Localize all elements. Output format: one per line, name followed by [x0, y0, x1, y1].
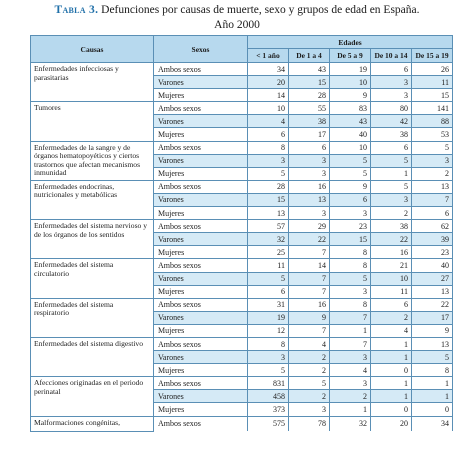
value-cell: 4: [248, 115, 289, 128]
value-cell: 5: [289, 377, 330, 390]
value-cell: 15: [289, 76, 330, 89]
value-cell: 6: [371, 63, 412, 76]
value-cell: 8: [330, 298, 371, 311]
value-cell: 7: [289, 324, 330, 337]
value-cell: 16: [289, 180, 330, 193]
value-cell: 13: [412, 180, 453, 193]
value-cell: 5: [412, 351, 453, 364]
value-cell: 15: [330, 233, 371, 246]
value-cell: 3: [330, 377, 371, 390]
sex-cell: Ambos sexos: [154, 259, 248, 272]
table-header: [31, 36, 453, 63]
value-cell: 7: [330, 337, 371, 350]
value-cell: 3: [248, 351, 289, 364]
value-cell: 40: [330, 128, 371, 141]
value-cell: 11: [248, 259, 289, 272]
value-cell: 7: [289, 246, 330, 259]
value-cell: 831: [248, 377, 289, 390]
value-cell: 29: [289, 220, 330, 233]
value-cell: 1: [371, 377, 412, 390]
header-age-group: De 10 a 14: [371, 49, 412, 63]
value-cell: 9: [412, 324, 453, 337]
value-cell: 7: [289, 272, 330, 285]
sex-cell: Varones: [154, 311, 248, 324]
header-age-group: < 1 año: [248, 49, 289, 63]
value-cell: 8: [330, 259, 371, 272]
value-cell: 6: [371, 141, 412, 154]
value-cell: 43: [289, 63, 330, 76]
value-cell: 7: [289, 285, 330, 298]
sex-cell: Ambos sexos: [154, 141, 248, 154]
cause-cell: Enfermedades infecciosas y parasitarias: [31, 63, 154, 102]
value-cell: 5: [412, 141, 453, 154]
cause-cell: Enfermedades de la sangre y de órganos hematopoyéticos y ciertos trastornos que afectan mecanismos inmunidad: [31, 141, 154, 180]
value-cell: 3: [412, 154, 453, 167]
value-cell: 5: [330, 167, 371, 180]
value-cell: 4: [371, 324, 412, 337]
value-cell: 23: [412, 246, 453, 259]
value-cell: 9: [330, 89, 371, 102]
value-cell: 2: [412, 167, 453, 180]
value-cell: 19: [330, 63, 371, 76]
value-cell: 27: [412, 272, 453, 285]
value-cell: 0: [371, 403, 412, 416]
value-cell: 1: [330, 324, 371, 337]
value-cell: 57: [248, 220, 289, 233]
value-cell: 3: [289, 403, 330, 416]
value-cell: 13: [248, 207, 289, 220]
value-cell: 22: [412, 298, 453, 311]
value-cell: 2: [289, 390, 330, 403]
value-cell: 10: [330, 141, 371, 154]
value-cell: 3: [289, 207, 330, 220]
value-cell: 3: [289, 167, 330, 180]
header-age-group: De 5 a 9: [330, 49, 371, 63]
cause-cell: Enfermedades del sistema circulatorio: [31, 259, 154, 298]
value-cell: 23: [330, 220, 371, 233]
header-age-group: De 15 a 19: [412, 49, 453, 63]
value-cell: 10: [248, 102, 289, 115]
value-cell: 3: [371, 89, 412, 102]
value-cell: 88: [412, 115, 453, 128]
value-cell: 5: [371, 154, 412, 167]
value-cell: 6: [248, 128, 289, 141]
value-cell: 575: [248, 416, 289, 431]
table-title: Defunciones por causas de muerte, sexo y grupos de edad en España.: [101, 4, 420, 16]
sex-cell: Ambos sexos: [154, 416, 248, 431]
sex-cell: Ambos sexos: [154, 180, 248, 193]
value-cell: 25: [248, 246, 289, 259]
value-cell: 28: [289, 89, 330, 102]
header-age-group: De 1 a 4: [289, 49, 330, 63]
sex-cell: Ambos sexos: [154, 220, 248, 233]
value-cell: 13: [289, 193, 330, 206]
value-cell: 141: [412, 102, 453, 115]
sex-cell: Mujeres: [154, 285, 248, 298]
value-cell: 38: [371, 128, 412, 141]
value-cell: 3: [371, 193, 412, 206]
value-cell: 3: [248, 154, 289, 167]
table-row: [31, 377, 453, 390]
value-cell: 7: [412, 193, 453, 206]
value-cell: 5: [330, 154, 371, 167]
sex-cell: Ambos sexos: [154, 377, 248, 390]
value-cell: 1: [412, 377, 453, 390]
sex-cell: Ambos sexos: [154, 337, 248, 350]
sex-cell: Mujeres: [154, 167, 248, 180]
table-row: [31, 63, 453, 76]
value-cell: 22: [289, 233, 330, 246]
sex-cell: Varones: [154, 115, 248, 128]
value-cell: 42: [371, 115, 412, 128]
value-cell: 3: [330, 207, 371, 220]
value-cell: 32: [330, 416, 371, 431]
table-row: [31, 298, 453, 311]
value-cell: 1: [371, 351, 412, 364]
sex-cell: Varones: [154, 76, 248, 89]
value-cell: 13: [412, 337, 453, 350]
sex-cell: Mujeres: [154, 128, 248, 141]
value-cell: 28: [248, 180, 289, 193]
table-row: [31, 180, 453, 193]
value-cell: 2: [371, 311, 412, 324]
value-cell: 2: [289, 364, 330, 377]
value-cell: 0: [412, 403, 453, 416]
value-cell: 78: [289, 416, 330, 431]
value-cell: 80: [371, 102, 412, 115]
sex-cell: Ambos sexos: [154, 298, 248, 311]
value-cell: 39: [412, 233, 453, 246]
value-cell: 40: [412, 259, 453, 272]
value-cell: 83: [330, 102, 371, 115]
value-cell: 26: [412, 63, 453, 76]
value-cell: 1: [330, 403, 371, 416]
value-cell: 11: [412, 76, 453, 89]
cause-cell: Enfermedades del sistema respiratorio: [31, 298, 154, 337]
value-cell: 9: [330, 180, 371, 193]
value-cell: 34: [412, 416, 453, 431]
sex-cell: Mujeres: [154, 364, 248, 377]
value-cell: 43: [330, 115, 371, 128]
table-row: [31, 259, 453, 272]
mortality-table: [30, 35, 453, 432]
value-cell: 12: [248, 324, 289, 337]
value-cell: 38: [289, 115, 330, 128]
cause-cell: Malformaciones congénitas,: [31, 416, 154, 431]
value-cell: 3: [330, 285, 371, 298]
sex-cell: Mujeres: [154, 89, 248, 102]
value-cell: 31: [248, 298, 289, 311]
header-sexos: Sexos: [154, 36, 248, 63]
value-cell: 3: [289, 154, 330, 167]
value-cell: 4: [330, 364, 371, 377]
value-cell: 1: [371, 390, 412, 403]
sex-cell: Ambos sexos: [154, 102, 248, 115]
sex-cell: Varones: [154, 390, 248, 403]
cause-cell: Enfermedades del sistema digestivo: [31, 337, 154, 376]
value-cell: 5: [248, 272, 289, 285]
table-row: [31, 220, 453, 233]
table-row: [31, 337, 453, 350]
cause-cell: Enfermedades del sistema nervioso y de los órganos de los sentidos: [31, 220, 154, 259]
table-row: [31, 141, 453, 154]
sex-cell: Ambos sexos: [154, 63, 248, 76]
header-causas: Causas: [31, 36, 154, 63]
value-cell: 1: [412, 390, 453, 403]
value-cell: 6: [289, 141, 330, 154]
value-cell: 21: [371, 259, 412, 272]
value-cell: 32: [248, 233, 289, 246]
value-cell: 13: [412, 285, 453, 298]
value-cell: 373: [248, 403, 289, 416]
value-cell: 3: [330, 351, 371, 364]
header-edades: Edades: [248, 36, 453, 49]
value-cell: 7: [330, 311, 371, 324]
value-cell: 2: [289, 351, 330, 364]
table-year: Año 2000: [214, 19, 260, 31]
value-cell: 6: [330, 193, 371, 206]
value-cell: 4: [289, 337, 330, 350]
value-cell: 15: [248, 193, 289, 206]
table-number: Tabla 3.: [54, 4, 99, 16]
value-cell: 17: [289, 128, 330, 141]
value-cell: 2: [371, 207, 412, 220]
value-cell: 53: [412, 128, 453, 141]
sex-cell: Varones: [154, 193, 248, 206]
cause-cell: Tumores: [31, 102, 154, 141]
cause-cell: Enfermedades endocrinas, nutricionales y metabólicas: [31, 180, 154, 219]
sex-cell: Mujeres: [154, 324, 248, 337]
value-cell: 5: [330, 272, 371, 285]
value-cell: 458: [248, 390, 289, 403]
value-cell: 16: [371, 246, 412, 259]
sex-cell: Varones: [154, 351, 248, 364]
sex-cell: Varones: [154, 154, 248, 167]
sex-cell: Varones: [154, 272, 248, 285]
table-caption: [0, 3, 474, 33]
value-cell: 8: [248, 141, 289, 154]
value-cell: 0: [371, 364, 412, 377]
value-cell: 8: [330, 246, 371, 259]
table-row: [31, 416, 453, 431]
sex-cell: Varones: [154, 233, 248, 246]
cause-cell: Afecciones originadas en el periodo perinatal: [31, 377, 154, 416]
value-cell: 5: [248, 167, 289, 180]
value-cell: 22: [371, 233, 412, 246]
value-cell: 6: [248, 285, 289, 298]
value-cell: 5: [371, 180, 412, 193]
value-cell: 10: [371, 272, 412, 285]
value-cell: 6: [412, 207, 453, 220]
value-cell: 3: [371, 76, 412, 89]
value-cell: 11: [371, 285, 412, 298]
value-cell: 38: [371, 220, 412, 233]
value-cell: 2: [330, 390, 371, 403]
table-row: [31, 102, 453, 115]
value-cell: 20: [248, 76, 289, 89]
sex-cell: Mujeres: [154, 246, 248, 259]
value-cell: 16: [289, 298, 330, 311]
sex-cell: Mujeres: [154, 403, 248, 416]
value-cell: 5: [248, 364, 289, 377]
sex-cell: Mujeres: [154, 207, 248, 220]
value-cell: 20: [371, 416, 412, 431]
value-cell: 14: [248, 89, 289, 102]
value-cell: 34: [248, 63, 289, 76]
value-cell: 15: [412, 89, 453, 102]
value-cell: 62: [412, 220, 453, 233]
value-cell: 55: [289, 102, 330, 115]
value-cell: 1: [371, 167, 412, 180]
value-cell: 8: [248, 337, 289, 350]
table-body: [31, 63, 453, 432]
value-cell: 8: [412, 364, 453, 377]
value-cell: 1: [371, 337, 412, 350]
value-cell: 6: [371, 298, 412, 311]
value-cell: 10: [330, 76, 371, 89]
value-cell: 19: [248, 311, 289, 324]
value-cell: 14: [289, 259, 330, 272]
value-cell: 9: [289, 311, 330, 324]
value-cell: 17: [412, 311, 453, 324]
